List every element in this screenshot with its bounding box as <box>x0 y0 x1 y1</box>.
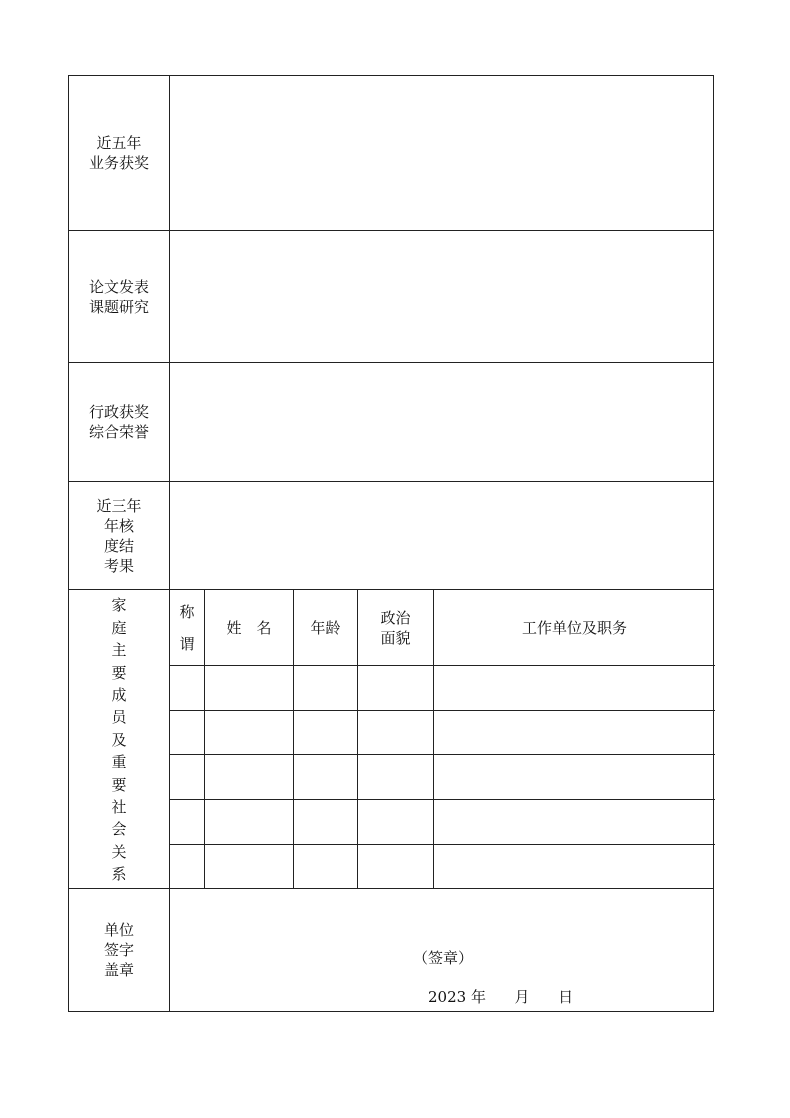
header-political-line-1: 政治 <box>380 608 411 627</box>
header-relation-char-2: 谓 <box>179 634 195 653</box>
assessment-label <box>69 482 170 589</box>
family-label-char: 重 <box>111 753 127 772</box>
papers-label-line-1: 论文发表 <box>88 277 149 296</box>
header-name: 姓 名 <box>205 590 294 666</box>
family-row <box>69 590 713 889</box>
awards-content-field[interactable] <box>170 76 713 230</box>
honors-row <box>69 363 713 482</box>
application-form-table <box>68 75 714 1012</box>
header-age: 年龄 <box>294 590 358 666</box>
family-label-char: 要 <box>111 775 127 794</box>
assessment-label-line-3: 度结 <box>103 536 134 555</box>
papers-label <box>69 231 170 362</box>
signature-label <box>69 889 170 1011</box>
header-political <box>358 590 434 666</box>
honors-content-field[interactable] <box>170 363 713 481</box>
signature-label-line-3: 盖章 <box>103 961 134 979</box>
family-label-char: 成 <box>111 685 127 704</box>
header-work: 工作单位及职务 <box>434 590 715 666</box>
family-label-char: 及 <box>111 730 127 749</box>
assessment-label-line-4: 考果 <box>103 556 134 575</box>
honors-label-line-1: 行政获奖 <box>88 403 149 421</box>
political-cell[interactable] <box>358 666 434 711</box>
family-label-char: 员 <box>111 708 127 727</box>
awards-row <box>69 76 713 231</box>
family-label-char: 庭 <box>111 618 127 637</box>
age-cell[interactable] <box>294 755 358 800</box>
name-cell[interactable] <box>205 755 294 800</box>
header-political-line-2: 面貌 <box>380 628 411 647</box>
relation-cell[interactable] <box>170 755 205 800</box>
name-cell[interactable] <box>205 800 294 845</box>
papers-row <box>69 231 713 363</box>
signature-date: 2023 年 月 日 <box>428 988 574 1006</box>
assessment-label-line-1: 近三年 <box>96 496 142 515</box>
seal-text: （签章） <box>413 949 474 967</box>
header-relation-char-1: 称 <box>179 602 195 621</box>
family-label-char: 家 <box>111 596 127 615</box>
political-cell[interactable] <box>358 755 434 800</box>
family-label-char: 关 <box>111 842 127 861</box>
papers-label-line-2: 课题研究 <box>88 297 149 316</box>
awards-label <box>69 76 170 230</box>
family-label-char: 系 <box>111 865 127 884</box>
name-cell[interactable] <box>205 666 294 711</box>
work-cell[interactable] <box>434 711 715 755</box>
signature-label-line-2: 签字 <box>103 941 134 959</box>
family-label-char: 主 <box>111 641 127 660</box>
work-cell[interactable] <box>434 800 715 845</box>
signature-content-field[interactable] <box>170 889 713 1011</box>
awards-label-line-2: 业务获奖 <box>88 154 149 172</box>
family-label-char: 会 <box>111 820 127 839</box>
relation-cell[interactable] <box>170 711 205 755</box>
family-label-char: 社 <box>111 798 127 817</box>
name-cell[interactable] <box>205 845 294 889</box>
family-label <box>69 590 170 888</box>
work-cell[interactable] <box>434 755 715 800</box>
work-cell[interactable] <box>434 666 715 711</box>
awards-label-line-1: 近五年 <box>96 134 142 152</box>
political-cell[interactable] <box>358 711 434 755</box>
signature-label-line-1: 单位 <box>103 921 134 939</box>
work-cell[interactable] <box>434 845 715 889</box>
assessment-row <box>69 482 713 590</box>
assessment-label-line-2: 年核 <box>103 516 134 535</box>
family-table <box>170 590 713 888</box>
political-cell[interactable] <box>358 800 434 845</box>
relation-cell[interactable] <box>170 666 205 711</box>
signature-row <box>69 889 713 1011</box>
age-cell[interactable] <box>294 666 358 711</box>
political-cell[interactable] <box>358 845 434 889</box>
relation-cell[interactable] <box>170 800 205 845</box>
age-cell[interactable] <box>294 800 358 845</box>
relation-cell[interactable] <box>170 845 205 889</box>
papers-content-field[interactable] <box>170 231 713 362</box>
header-relation <box>170 590 205 666</box>
honors-label-line-2: 综合荣誉 <box>88 423 149 441</box>
age-cell[interactable] <box>294 845 358 889</box>
assessment-content-field[interactable] <box>170 482 713 589</box>
honors-label <box>69 363 170 481</box>
age-cell[interactable] <box>294 711 358 755</box>
name-cell[interactable] <box>205 711 294 755</box>
family-label-char: 要 <box>111 663 127 682</box>
